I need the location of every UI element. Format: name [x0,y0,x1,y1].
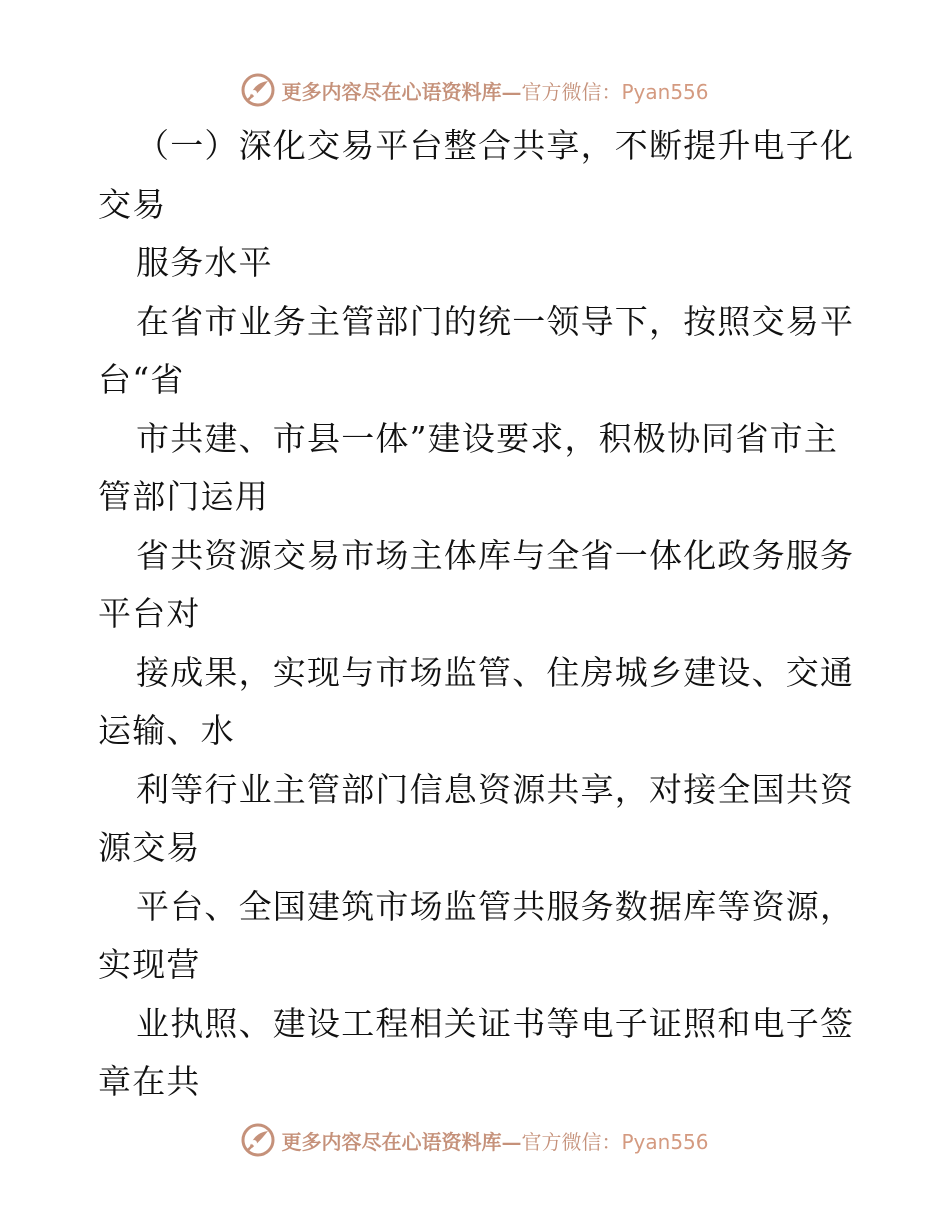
body-line: 平台对 [98,594,201,633]
watermark-text [281,76,708,105]
body-line: 服务水平 [136,243,273,282]
watermark-handle: Pyan556 [621,79,709,104]
watermark-dash: — [501,79,522,104]
watermark-wechat-label: 官方微信： [521,1129,622,1154]
body-line: 台“省 [98,360,185,399]
watermark-header-inner [241,73,708,107]
body-line: 业执照、建设工程相关证书等电子证照和电子签 [136,1003,855,1043]
body-line: 平台、全国建筑市场监管共服务数据库等资源， [136,886,855,926]
body-line: 交易 [98,184,167,224]
watermark-header [0,70,950,110]
body-line: 章在共 [98,1062,201,1101]
body-line: 接成果，实现与市场监管、住房城乡建设、交通 [136,652,855,692]
document-body [98,117,858,1112]
watermark-handle: Pyan556 [621,1129,709,1154]
body-line: 市共建、市县一体”建设要求，积极协同省市主 [136,418,839,458]
brand-logo-icon [241,1123,275,1157]
watermark-wechat-label: 官方微信： [521,79,622,104]
watermark-title: 更多内容尽在心语资料库 [281,79,502,104]
body-line: 运输、水 [98,711,235,750]
body-line: 利等行业主管部门信息资源共享，对接全国共资 [136,769,855,809]
body-line: 在省市业务主管部门的统一领导下，按照交易平 [136,301,855,341]
body-line: 源交易 [98,828,201,867]
watermark-text [281,1126,708,1155]
watermark-footer-inner [241,1123,708,1157]
watermark-dash: — [501,1129,522,1154]
body-line: 省共资源交易市场主体库与全省一体化政务服务 [136,535,855,575]
body-line: （一）深化交易平台整合共享，不断提升电子化 [136,126,855,165]
brand-logo-icon [241,73,275,107]
body-line: 管部门运用 [98,477,269,516]
watermark-footer [0,1120,950,1160]
watermark-title: 更多内容尽在心语资料库 [281,1129,502,1154]
body-line: 实现营 [98,945,201,984]
